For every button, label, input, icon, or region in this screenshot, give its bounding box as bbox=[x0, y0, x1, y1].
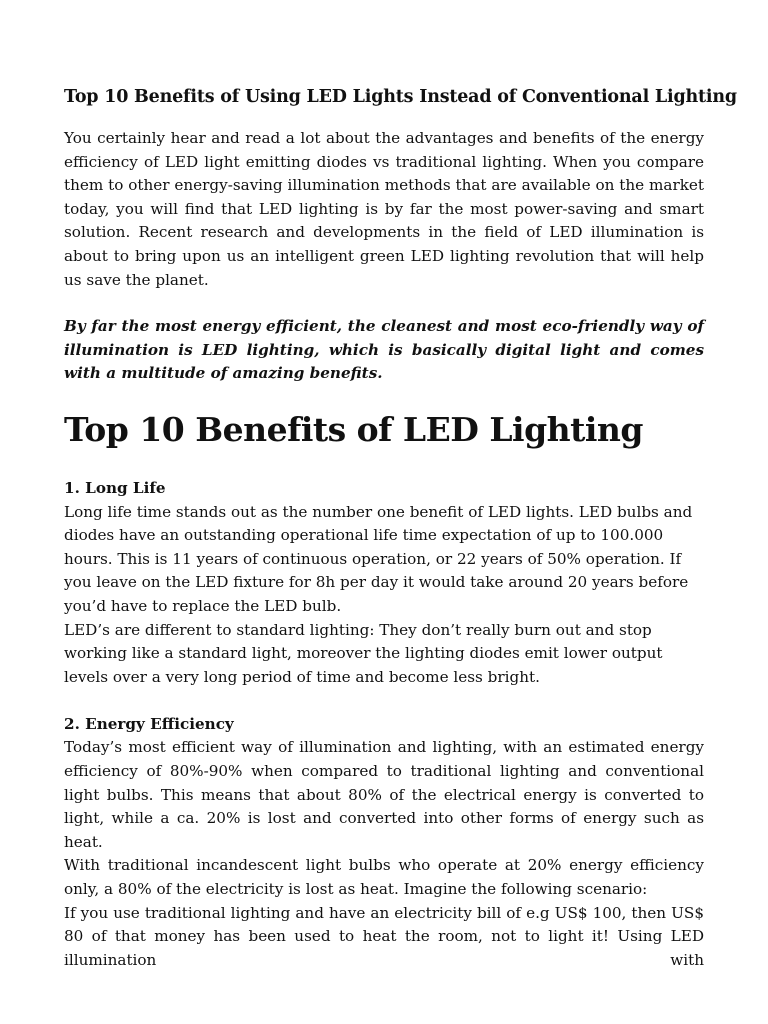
benefit-paragraph: Long life time stands out as the number one benefit of LED lights. LED bulbs and diodes have an outstanding operational life time expectation of up to 100.000 hours. This is 11 years of continuous operation, or 22 years of 50% operation. If you leave on the LED fixture for 8h per day it would take around 20 years before you’d have to replace the LED bulb. bbox=[64, 502, 693, 615]
section-heading: Top 10 Benefits of LED Lighting bbox=[64, 409, 643, 449]
document-title: Top 10 Benefits of Using LED Lights Instead of Conventional Lighting bbox=[64, 87, 737, 107]
benefit-paragraph: If you use traditional lighting and have an electricity bill of e.g US$ 100, then US$ 80 of that money has been used to heat the room, not to light it! Using LED illumination with bbox=[64, 903, 704, 969]
lead-statement: By far the most energy efficient, the cleanest and most eco-friendly way of illumination is LED lighting, which is basically digital light and comes with a multitude of amazing benefits. bbox=[64, 317, 704, 383]
benefit-paragraph: With traditional incandescent light bulbs who operate at 20% energy efficiency only, a 80% of the electricity is lost as heat. Imagine the following scenario: bbox=[64, 856, 704, 899]
benefit-paragraph: Today’s most efficient way of illumination and lighting, with an estimated energy efficiency of 80%-90% when compared to traditional lighting and conventional light bulbs. This means that about 80% of the electrical energy is converted to light, while a ca. 20% is lost and converted into other forms of energy such as heat. bbox=[64, 738, 704, 851]
intro-paragraph: You certainly hear and read a lot about the advantages and benefits of the energy efficiency of LED light emitting diodes vs traditional lighting. When you compare them to other energy-saving illumination methods that are available on the market today, you will find that LED lighting is by far the most power-saving and smart solution. Recent research and developments in the field of LED illumination is about to bring upon us an intelligent green LED lighting revolution that will help us save the planet. bbox=[64, 129, 704, 289]
benefit-paragraph: LED’s are different to standard lighting: They don’t really burn out and stop working like a standard light, moreover the lighting diodes emit lower output levels over a very long period of time and become less bright. bbox=[64, 620, 663, 686]
benefit-long-life bbox=[64, 477, 704, 689]
benefit-heading: 2. Energy Efficiency bbox=[64, 714, 234, 733]
benefit-energy-efficiency bbox=[64, 713, 704, 973]
document-page bbox=[64, 84, 737, 996]
benefit-heading: 1. Long Life bbox=[64, 478, 166, 497]
